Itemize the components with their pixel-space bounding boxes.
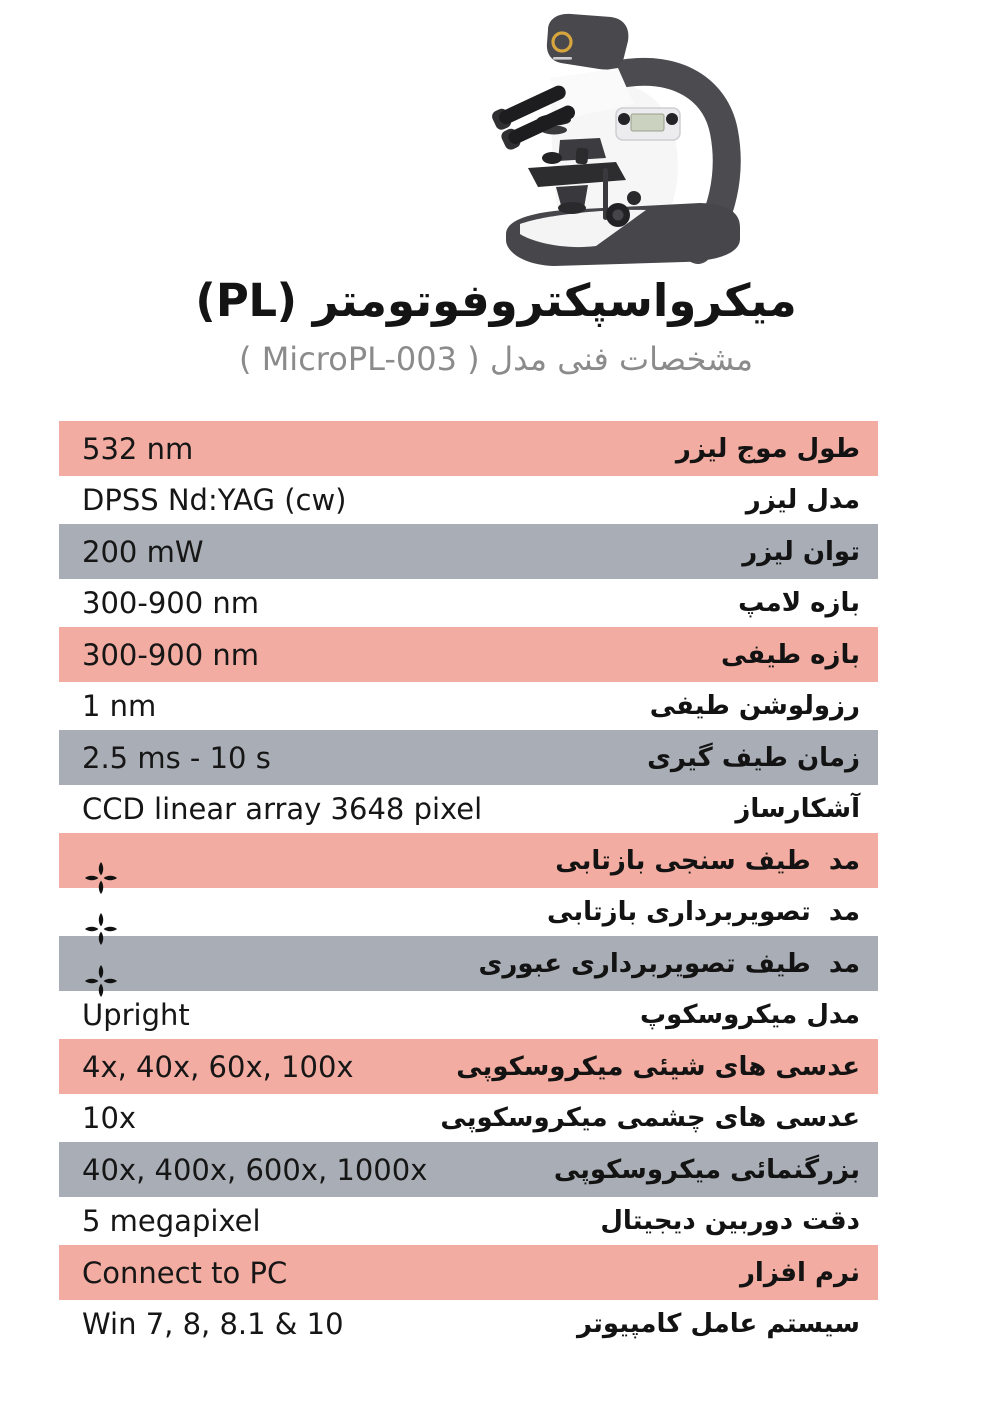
- table-row: [59, 1245, 878, 1300]
- row-value: 300-900 nm: [82, 637, 260, 672]
- row-label: نرم افزار: [739, 1257, 860, 1288]
- row-value: Win 7, 8, 8.1 & 10: [82, 1307, 344, 1341]
- table-row: [59, 682, 878, 730]
- four-petal-asterisk-icon: [82, 962, 120, 1000]
- row-value: Upright: [82, 998, 190, 1032]
- table-row: [59, 991, 878, 1039]
- row-label: آشکارساز: [735, 794, 860, 824]
- table-row: [59, 785, 878, 833]
- microscope-image: [468, 8, 774, 274]
- page-subtitle: مشخصات فنی مدل ( MicroPL-003 ): [239, 340, 753, 378]
- row-value: 532 nm: [82, 431, 194, 466]
- row-label: بازه طیفی: [720, 639, 860, 670]
- camera-head: [547, 14, 629, 70]
- spec-table: [59, 421, 878, 1348]
- row-label: مدل لیزر: [745, 485, 860, 515]
- row-value: CCD linear array 3648 pixel: [82, 792, 483, 826]
- table-row: [59, 579, 878, 627]
- row-label: مدل میکروسکوپ: [639, 1000, 860, 1030]
- row-label: بزرگنمائی میکروسکوپی: [553, 1154, 860, 1185]
- row-label: طول موج لیزر: [675, 433, 860, 464]
- table-row: [59, 476, 878, 524]
- table-row: [59, 1197, 878, 1245]
- row-value: DPSS Nd:YAG (cw): [82, 483, 347, 517]
- row-label: عدسی های چشمی میکروسکوپی: [440, 1103, 860, 1133]
- row-label: عدسی های شیئی میکروسکوپی: [456, 1051, 860, 1082]
- row-label: زمان طیف گیری: [647, 742, 860, 773]
- microscope-illustration: [468, 8, 774, 274]
- row-label: دقت دوربین دیجیتال: [600, 1206, 860, 1236]
- page-title: میکرواسپکتروفوتومتر (PL): [195, 274, 797, 327]
- row-value: 10x: [82, 1101, 137, 1135]
- table-row: [59, 1142, 878, 1197]
- row-label: مد طیف تصویربرداری عبوری: [478, 948, 860, 979]
- table-row: [59, 1094, 878, 1142]
- row-label: توان لیزر: [742, 536, 860, 567]
- row-value: 1 nm: [82, 689, 157, 723]
- table-row: [59, 1300, 878, 1348]
- table-row: [59, 730, 878, 785]
- table-row: [59, 421, 878, 476]
- table-row: [59, 936, 878, 991]
- table-row: [59, 1039, 878, 1094]
- row-label: سیستم عامل کامپیوتر: [576, 1309, 860, 1339]
- row-value: Connect to PC: [82, 1255, 288, 1290]
- row-value: 2.5 ms - 10 s: [82, 740, 271, 775]
- row-value: 300-900 nm: [82, 586, 260, 620]
- table-row: [59, 627, 878, 682]
- control-panel: [616, 108, 680, 140]
- row-label: مد تصویربرداری بازتابی: [547, 897, 860, 927]
- table-row: [59, 833, 878, 888]
- row-value: 5 megapixel: [82, 1204, 261, 1238]
- row-label: رزولوشن طیفی: [649, 691, 860, 721]
- row-label: مد طیف سنجی بازتابی: [555, 845, 860, 876]
- row-value: 40x, 400x, 600x, 1000x: [82, 1152, 428, 1187]
- row-value: 4x, 40x, 60x, 100x: [82, 1049, 354, 1084]
- row-value: 200 mW: [82, 534, 204, 569]
- table-row: [59, 888, 878, 936]
- table-row: [59, 524, 878, 579]
- row-label: بازه لامپ: [738, 588, 860, 618]
